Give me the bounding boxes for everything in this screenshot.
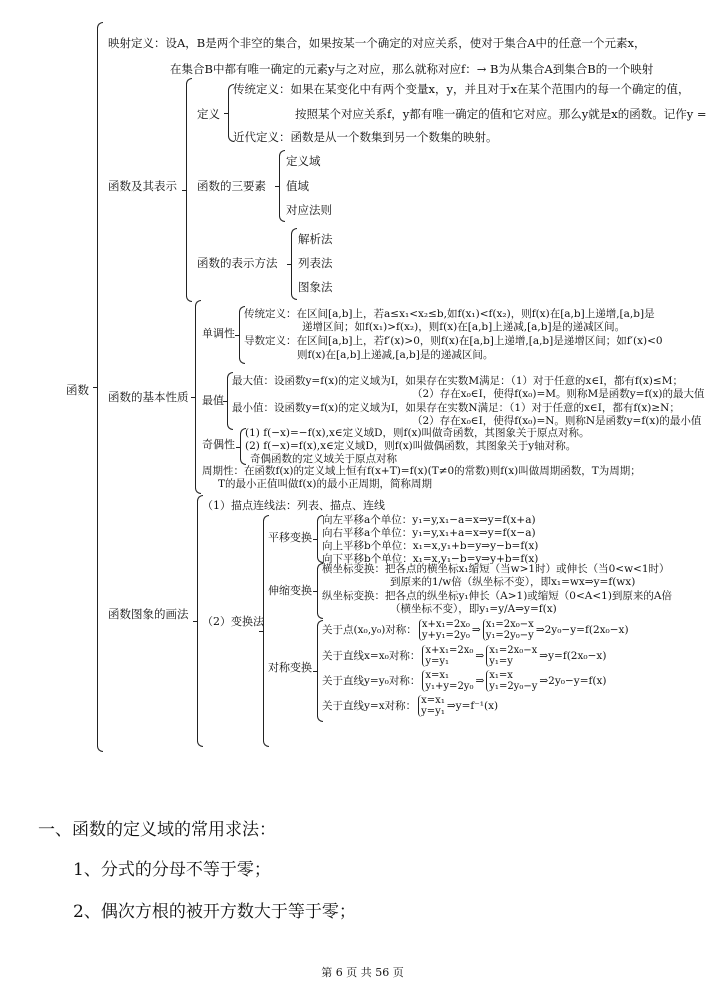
equation: y+y₁=2y₀ — [421, 630, 470, 641]
section-item: 1、分式的分母不等于零； — [73, 860, 271, 880]
equation: y₁=2y₀−y — [489, 681, 538, 692]
equation: y₁+y=2y₀ — [425, 681, 474, 692]
parity-line: (2) f(−x)=f(x),x∈定义域D，则f(x)叫做偶函数，其图象关于y轴对称。 — [245, 440, 577, 452]
equation: x+x₁=2x₀ — [425, 645, 474, 656]
mono-line: 导数定义：在区间[a,b]上，若f′(x)>0，则f(x)在[a,b]上递增,[a,b]是递增区间；如f′(x)<0 — [244, 335, 663, 347]
sym-item — [322, 695, 498, 717]
sym-label: 对称变换 — [268, 661, 312, 674]
equation: y₁=2y₀−y — [485, 630, 534, 641]
extreme-line: 最小值：设函数y=f(x)的定义域为I，如果存在实数N满足：（1）对于任意的x∈I，都有f(x)≥N； — [232, 402, 680, 414]
parity-label: 奇偶性 — [202, 438, 235, 451]
equation-system — [422, 645, 473, 667]
section-item: 2、偶次方根的被开方数大于等于零； — [73, 902, 356, 922]
implies-icon: ⇒ — [475, 650, 485, 662]
stretch-line: （横坐标不变），即y₁=y/A⇒y=f(x) — [390, 603, 557, 615]
method-item: 列表法 — [298, 256, 333, 270]
sym-result: ⇒y=f⁻¹(x) — [446, 700, 499, 712]
extreme-label: 最值 — [202, 394, 224, 407]
parity-line: (1) f(−x)=−f(x),x∈定义域D，则f(x)叫做奇函数，其图象关于原点对称。 — [245, 427, 590, 439]
sym-item — [322, 619, 629, 641]
plot-method: （1）描点连线法：列表、描点、连线 — [202, 499, 385, 512]
period-line: 周期性：在函数f(x)的定义域上恒有f(x+T)=f(x)(T≠0的常数)则f(x)叫做周期函数，T为周期； — [202, 465, 641, 477]
graph-label: 函数图象的画法 — [108, 607, 189, 621]
shift-item: 向右平移a个单位：y₁=y,x₁+a=x⇒y=f(x−a) — [322, 527, 536, 539]
sym-result: ⇒2y₀−y=f(2x₀−x) — [535, 624, 629, 636]
repr-label: 函数及其表示 — [108, 179, 177, 193]
def-trad-2: 按照某个对应关系f，y都有唯一确定的值和它对应。那么y就是x的函数。记作y = — [295, 107, 707, 121]
extreme-line: （2）存在x₀∈I，使得f(x₀)=N。则称N是函数y=f(x)的最小值 — [412, 415, 702, 427]
equation-system — [419, 619, 470, 641]
mapping-def-2: 在集合B中都有唯一确定的元素y与之对应，那么就称对应f：→ B为从集合A到集合B的一个映射 — [170, 62, 654, 76]
element-item: 值域 — [286, 179, 309, 193]
elements-brace — [279, 150, 285, 222]
sym-item — [322, 645, 606, 667]
def-modern: 近代定义：函数是从一个数集到另一个数集的映射。 — [233, 130, 498, 144]
sym-item-label: 关于直线x=x₀对称： — [322, 650, 421, 662]
section-title: 一、函数的定义域的常用求法： — [38, 820, 276, 840]
mono-line: 递增区间；如f(x₁)>f(x₂)，则f(x)在[a,b]上递减,[a,b]是的递减区间。 — [302, 321, 626, 333]
extreme-line: 最大值：设函数y=f(x)的定义域为I，如果存在实数M满足：（1）对于任意的x∈I，都有f(x)≤M； — [232, 375, 683, 387]
mono-line: 则f(x)在[a,b]上递减,[a,b]是的递减区间。 — [297, 349, 494, 361]
shift-item: 向上平移b个单位：x₁=x,y₁+b=y⇒y−b=f(x) — [322, 540, 539, 552]
equation: x₁=x — [489, 670, 513, 681]
equation: x₁=2x₀−x — [485, 619, 534, 630]
equation-system — [422, 670, 473, 692]
equation: x=x₁ — [425, 670, 450, 681]
sym-item-label: 关于直线y=x对称： — [322, 700, 417, 712]
methods-label: 函数的表示方法 — [197, 256, 278, 270]
methods-brace — [291, 228, 297, 300]
implies-icon: ⇒ — [475, 675, 485, 687]
root-label: 函数 — [66, 383, 89, 397]
extreme-line: （2）存在x₀∈I，使得f(x₀)=M。则称M是函数y=f(x)的最大值 — [412, 388, 705, 400]
sym-item — [322, 670, 607, 692]
shift-item: 向左平移a个单位：y₁=y,x₁−a=x⇒y=f(x+a) — [322, 514, 536, 526]
period-line: T的最小正值叫做f(x)的最小正周期，简称周期 — [218, 478, 433, 490]
equation-system — [486, 645, 537, 667]
props-brace — [195, 300, 201, 494]
element-item: 对应法则 — [286, 203, 332, 217]
transform-method: （2）变换法 — [202, 615, 264, 628]
element-item: 定义域 — [286, 154, 321, 168]
method-item: 图象法 — [298, 280, 333, 294]
equation-system — [486, 670, 537, 692]
equation: x+x₁=2x₀ — [421, 619, 470, 630]
stretch-line: 横坐标变换：把各点的横坐标x₁缩短（当w>1时）或伸长（当0<w<1时） — [322, 563, 670, 575]
mono-line: 传统定义：在区间[a,b]上，若a≤x₁<x₂≤b,如f(x₁)<f(x₂)，则f(x)在[a,b]上递增,[a,b]是 — [244, 308, 655, 320]
equation: y=y₁ — [425, 656, 450, 667]
equation: x₁=2x₀−x — [489, 645, 538, 656]
equation: x=x₁ — [421, 695, 445, 706]
page-footer: 第 6 页 共 56 页 — [321, 966, 404, 979]
mapping-def-1: 映射定义：设A，B是两个非空的集合，如果按某一个确定的对应关系，使对于集合A中的任意一个元素x， — [108, 36, 646, 50]
equation-system — [483, 619, 534, 641]
props-label: 函数的基本性质 — [108, 390, 189, 404]
transform-brace — [263, 515, 269, 747]
elements-label: 函数的三要素 — [197, 179, 266, 193]
def-label: 定义 — [197, 107, 220, 121]
equation: y=y₁ — [421, 706, 445, 717]
def-trad-1: 传统定义：如果在某变化中有两个变量x，y，并且对于x在某个范围内的每一个确定的值， — [233, 82, 690, 96]
sym-result: ⇒y=f(2x₀−x) — [539, 650, 607, 662]
repr-brace — [186, 78, 192, 302]
stretch-line: 纵坐标变换：把各点的纵坐标y₁伸长（A>1)或缩短（0<A<1)到原来的A倍 — [322, 590, 673, 602]
shift-item: 向下平移b个单位：x₁=x,y₁−b=y⇒y+b=f(x) — [322, 553, 539, 565]
method-item: 解析法 — [298, 232, 333, 246]
stretch-line: 到原来的1/w倍（纵坐标不变），即x₁=wx⇒y=f(wx) — [390, 576, 636, 588]
root-brace — [97, 22, 103, 752]
stretch-label: 伸缩变换 — [268, 584, 312, 597]
sym-result: ⇒2y₀−y=f(x) — [539, 675, 607, 687]
parity-line: 奇偶函数的定义域关于原点对称 — [250, 453, 397, 465]
sym-item-label: 关于点(x₀,y₀)对称： — [322, 624, 417, 636]
equation: y₁=y — [489, 656, 513, 667]
sym-item-label: 关于直线y=y₀对称： — [322, 675, 421, 687]
mono-label: 单调性 — [202, 327, 235, 340]
implies-icon: ⇒ — [471, 624, 481, 636]
equation-system — [418, 695, 445, 717]
shift-label: 平移变换 — [268, 531, 312, 544]
